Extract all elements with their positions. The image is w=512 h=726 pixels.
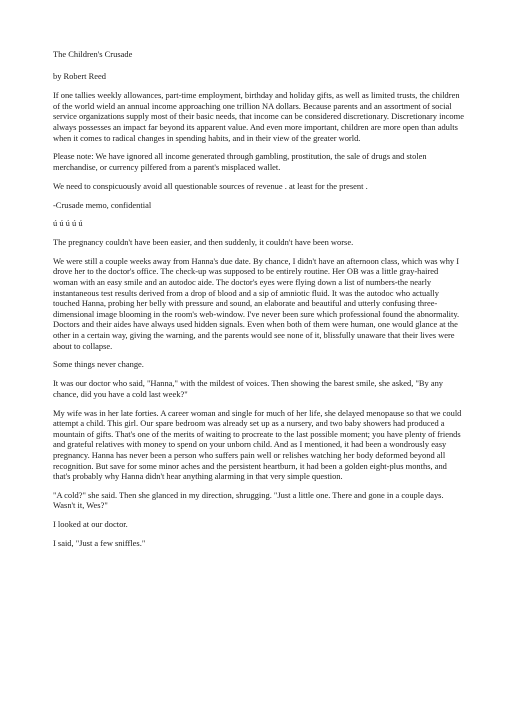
paragraph-body: It was our doctor who said, "Hanna," with the mildest of voices. Then showing the barest smile, she asked, "By any chance, did you have a cold last week?" [53,378,444,399]
story-title: The Children's Crusade [53,49,133,59]
story-author: by Robert Reed [53,70,106,81]
paragraph-body: I said, "Just a few sniffles." [53,538,146,549]
paragraph-body: Some things never change. [53,359,144,370]
paragraph-body: My wife was in her late forties. A career woman and single for much of her life, she delayed menopause so that we could attempt a child. This girl. Our spare bedroom was already set up as a nursery, and two baby showers had produced a mountain of gifts. That's one of the merits of waiting to procreate to the last possible moment; you have plenty of friends and grateful relatives with money to spend on your unborn child. And as I mentioned, it had been a wondrously easy pregnancy. Hanna has never been a person who suffers pain well or relishes watching her body deformed beyond all recognition. But save for some minor aches and the persistent heartburn, it had been a golden eight-plus months, and that's probably why Hanna didn't hear anything alarming in that very simple question. [53,407,462,482]
section-separator: ú ú ú ú ú [53,218,83,229]
paragraph-epigraph-income: If one tallies weekly allowances, part-time employment, birthday and holiday gifts, as well as limited trusts, the children of the world wield an annual income approaching one trillion NA dollars. Because parents and an assortment of social service organizations supply most of their basic needs, that income can be considered discretionary. Discretionary income always possesses an impact far beyond its apparent value. And even more important, children are more open than adults when it comes to radical changes in spending habits, and in their view of the greater world. [53,90,464,143]
paragraph-epigraph-revenue: We need to conspicuously avoid all questionable sources of revenue . at least for the present . [53,180,368,191]
paragraph-epigraph-attribution: -Crusade memo, confidential [53,199,152,210]
document-page [53,49,465,557]
paragraph-body: The pregnancy couldn't have been easier, and then suddenly, it couldn't have been worse. [53,237,354,248]
paragraph-body: "A cold?" she said. Then she glanced in my direction, shrugging. "Just a little one. There and gone in a couple days. Wasn't it, Wes?" [53,489,444,511]
paragraph-body: We were still a couple weeks away from Hanna's due date. By chance, I didn't have an afternoon class, which was why I drove her to the doctor's office. The check-up was supposed to be entirely routine. Her OB was a little gray-haired woman with an easy smile and an autodoc aide. The doctor's eyes were flying down a list of numbers-the nearly instantaneous test results derived from a drop of blood and a sip of amniotic fluid. It was the autodoc who actually touched Hanna, probing her belly with pressure and sound, an elaborate and beautiful and utterly confusing three-dimensional image blooming in the room's web-window. I've never been sure which professional found the abnormality. Doctors and their aides have always used hidden signals. Even when both of them were human, one would glance at the other in a certain way, giving the warning, and the parents would see none of it, blissfully unaware that their lives were about to collapse. [53,255,460,351]
paragraph-body: I looked at our doctor. [53,519,128,530]
paragraph-epigraph-note: Please note: We have ignored all income generated through gambling, prostitution, the sale of drugs and stolen merchandise, or currency pilfered from a parent's misplaced wallet. [53,151,427,172]
